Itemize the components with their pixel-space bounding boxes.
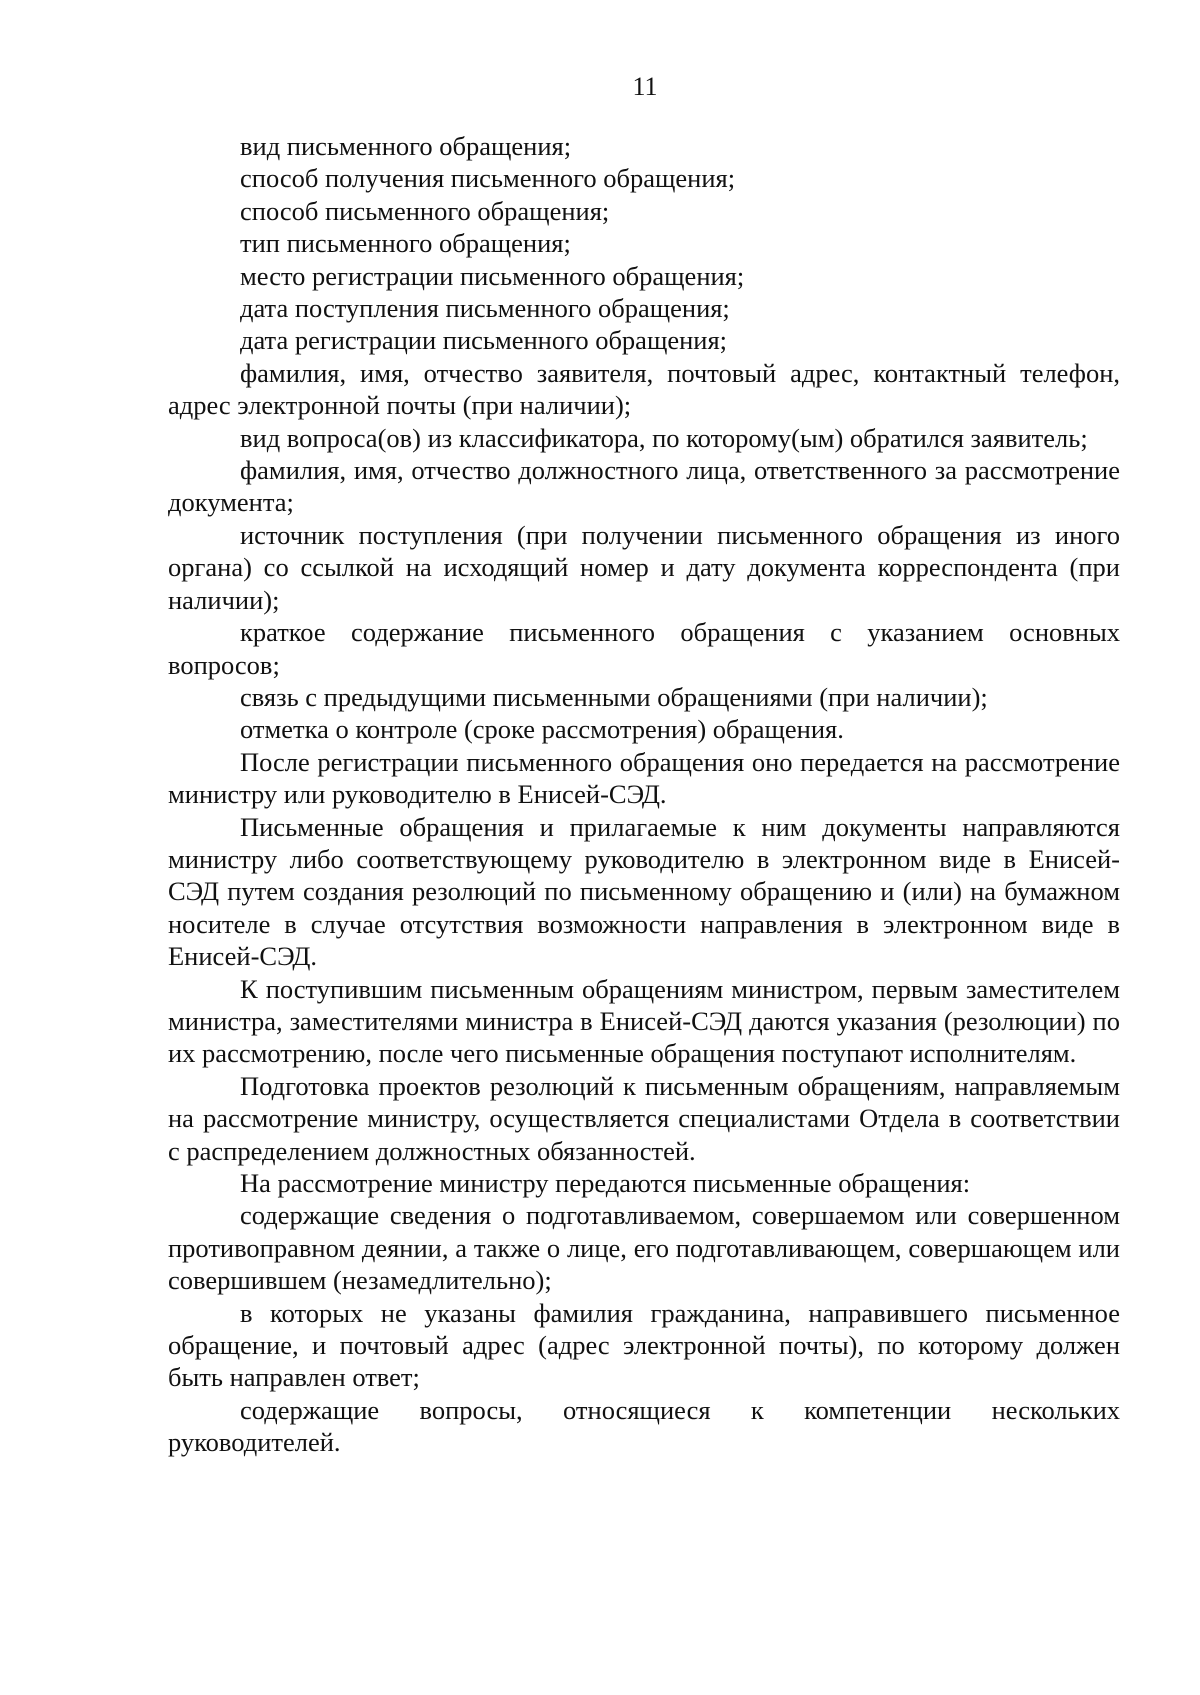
paragraph: фамилия, имя, отчество заявителя, почтовый адрес, контактный телефон, адрес электронной почты (при наличии); [168, 357, 1120, 421]
paragraph: фамилия, имя, отчество должностного лица, ответственного за рассмотрение документа; [168, 455, 1120, 518]
paragraph: связь с предыдущими письменными обращениями (при наличии); [240, 681, 988, 712]
paragraph: Письменные обращения и прилагаемые к ним документы направляются министру либо соответствующему руководителю в электронном виде в Енисей-СЭД путем создания резолюций по письменному обращению и (или) на бумажном носителе в случае отсутствия возможности направления в электронном виде в Енисей-СЭД. [168, 811, 1120, 972]
paragraph: После регистрации письменного обращения оно передается на рассмотрение министру или руководителю в Енисей-СЭД. [168, 746, 1120, 810]
paragraph: отметка о контроле (сроке рассмотрения) обращения. [240, 714, 844, 745]
paragraph: вид письменного обращения; [240, 131, 572, 161]
paragraph: способ получения письменного обращения; [240, 163, 736, 194]
paragraph: вид вопроса(ов) из классификатора, по которому(ым) обратился заявитель; [240, 422, 1088, 453]
paragraph: место регистрации письменного обращения; [240, 260, 745, 291]
paragraph: На рассмотрение министру передаются письменные обращения: [240, 1168, 971, 1198]
document-body [168, 130, 1120, 1459]
paragraph: содержащие вопросы, относящиеся к компетенции нескольких руководителей. [168, 1394, 1120, 1458]
paragraph: источник поступления (при получении письменного обращения из иного органа) со ссылкой на исходящий номер и дату документа корреспондента (при наличии); [168, 519, 1120, 615]
paragraph: способ письменного обращения; [240, 195, 610, 226]
page-number: 11 [632, 72, 658, 101]
paragraph: содержащие сведения о подготавливаемом, совершаемом или совершенном противоправном деянии, а также о лице, его подготавливающем, совершающем или совершившем (незамедлительно); [168, 1200, 1120, 1296]
paragraph: дата регистрации письменного обращения; [240, 325, 728, 356]
paragraph: дата поступления письменного обращения; [240, 293, 730, 324]
paragraph: в которых не указаны фамилия гражданина, направившего письменное обращение, и почтовый адрес (адрес электронной почты), по которому должен быть направлен ответ; [168, 1297, 1120, 1393]
paragraph: К поступившим письменным обращениям министром, первым заместителем министра, заместителями министра в Енисей-СЭД даются указания (резолюции) по их рассмотрению, после чего письменные обращения поступают исполнителям. [168, 973, 1120, 1069]
paragraph: краткое содержание письменного обращения с указанием основных вопросов; [168, 617, 1120, 680]
paragraph: тип письменного обращения; [240, 228, 571, 259]
paragraph: Подготовка проектов резолюций к письменным обращениям, направляемым на рассмотрение министру, осуществляется специалистами Отдела в соответствии с распределением должностных обязанностей. [168, 1070, 1120, 1166]
